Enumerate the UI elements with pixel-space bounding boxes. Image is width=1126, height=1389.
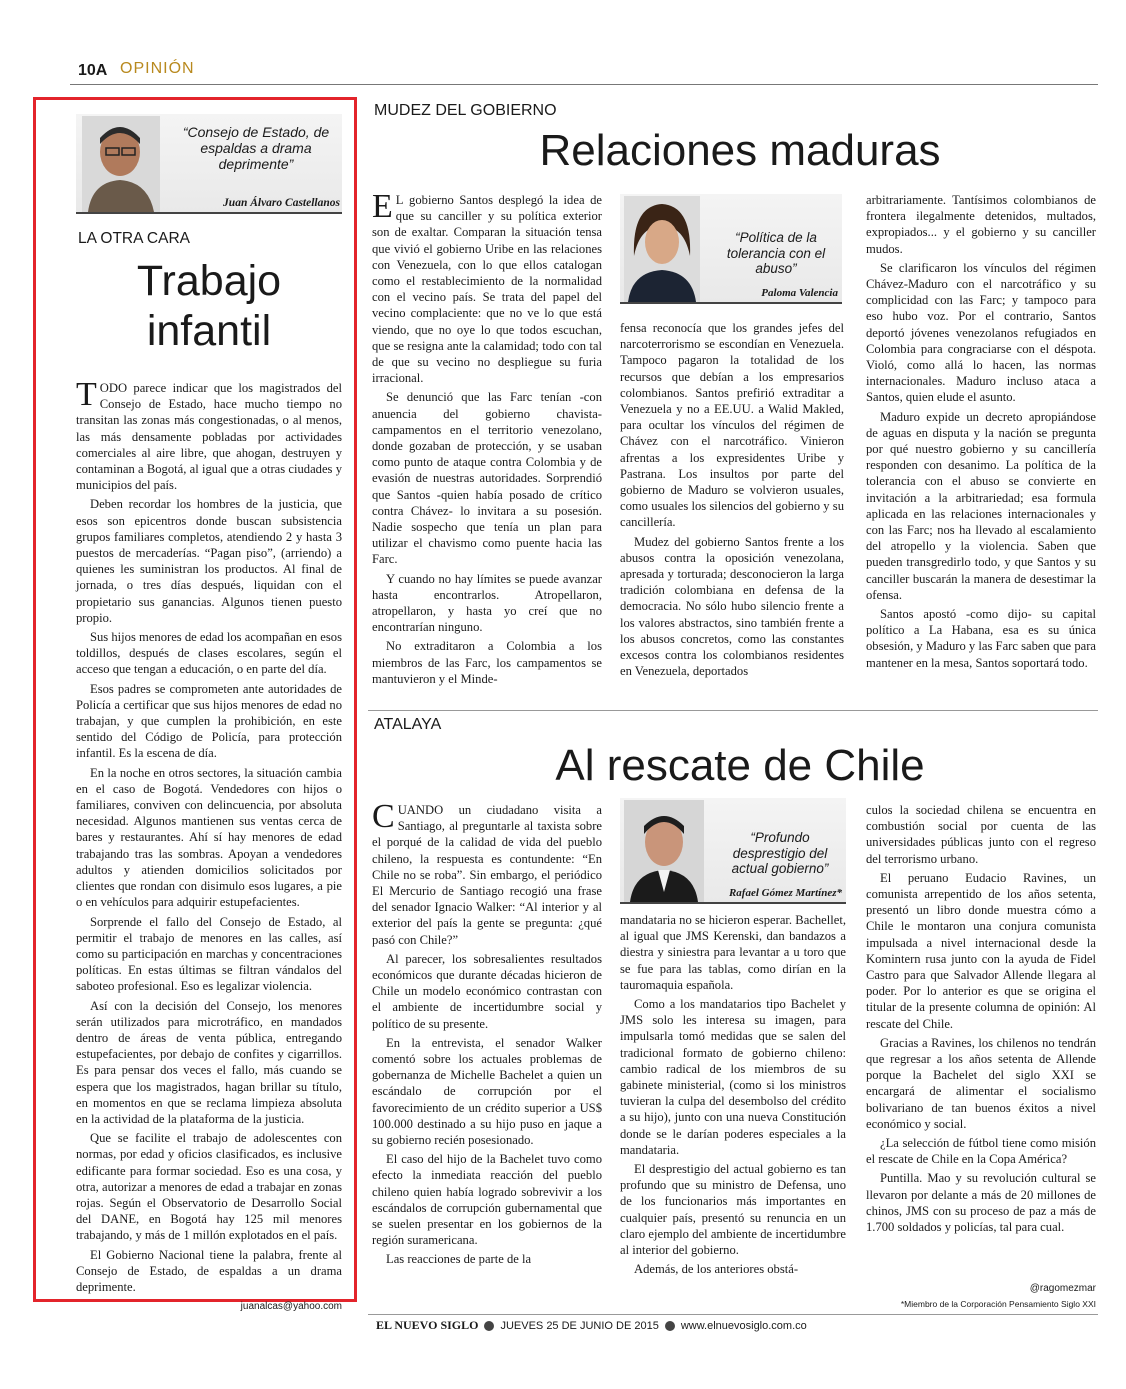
article-paragraph: Al parecer, los sobresalientes resultados económicos que durante décadas hicieron de Chile un modelo económico contrastan con el ambiente de incertidumbre social y político de su presente.: [372, 951, 602, 1031]
columnist-photo: [624, 800, 704, 902]
drop-cap: E: [372, 188, 393, 225]
newspaper-brand: EL NUEVO SIGLO: [376, 1318, 479, 1332]
bullet-icon: [665, 1321, 675, 1331]
columnist-quote: “Consejo de Estado, de espaldas a drama deprimente”: [182, 124, 330, 172]
article-paragraph: En la noche en otros sectores, la situación cambia en el caso de Bogotá. Vendedores con hijos o familiares, conviven con delincuencia, por absoluta necesidad. Algunos mantienen sus ventas cerca de bares y restaurantes. Ahí sí hay menores de edad trabajando tras las sombras. Apoyan a vendedores adultos y atienden domicilios solicitados por clientes que rondan con disimulo esos lugares, a pie o en vehículos para adquirir estupefacientes.: [76, 765, 342, 910]
article-paragraph: Y cuando no hay límites se puede avanzar hasta encontrarlos. Atropellaron, atropellaron, y hasta yo creí que no encontrarían ninguno.: [372, 571, 602, 635]
article-paragraph: ¿La selección de fútbol tiene como misión el rescate de Chile en la Copa América?: [866, 1136, 1096, 1167]
drop-cap: C: [372, 798, 395, 835]
article-paragraph: mandataria no se hicieron esperar. Bachellet, al igual que JMS Kerenski, dan bandazos a diestra y siniestra para levantar a u toro que se fue para las tablas, como dirían en la tauromaquia española.: [620, 913, 846, 992]
highlighted-column: [33, 97, 357, 1313]
article1-column-1: [372, 188, 602, 702]
article2-title: Al rescate de Chile: [555, 741, 925, 790]
columnist-box: [620, 194, 842, 304]
article1-title: Relaciones maduras: [539, 126, 941, 175]
article-paragraph: En la entrevista, el senador Walker comentó sobre los actuales problemas de gobernanza de Michelle Bachelet a quien un escándalo de corrupción por el favorecimiento de un crédito superior a US$ 100.000 destinado a su hijo puso en jaque a su gobierno recién posesionado.: [372, 1035, 602, 1148]
article-paragraph: Gracias a Ravines, los chilenos no tendrán que regresar a los años setenta de Allende porque la Bachelet del siglo XXI se encargará de alimentar el socialismo bolivariano de tan buenos éxitos a nivel económico y social.: [866, 1035, 1096, 1131]
footer-rule: [368, 1314, 1098, 1315]
article-paragraph: Mudez del gobierno Santos frente a los abusos contra la oposición venezolana, apresada y torturada; desconocieron la larga tradición colombiana en defensa de la democracia. No sólo hubo silencio frente a los valores abstractos, sino también frente a los abusos concretos, como las constantes excesos contra los colombianos residentes en Venezuela, deportados: [620, 534, 844, 679]
columnist-name: Juan Álvaro Castellanos: [223, 197, 340, 209]
columnist-box: [76, 114, 342, 214]
author-footnote: *Miembro de la Corporación Pensamiento Siglo XXI: [900, 1299, 1096, 1309]
issue-date: JUEVES 25 DE JUNIO DE 2015: [500, 1319, 659, 1332]
article-paragraph: Se clarificaron los vínculos del régimen Chávez-Maduro con el narcotráfico y su complicidad con las Farc; y tampoco para eso hubo voz. Por el contrario, Santos deportó jóvenes venezolanos refugiados en Colombia para congraciarse con el déspota. Violó, como allá lo hacen, las normas internacionales. Maduro incluso ataca a Santos, quien elude el asunto.: [866, 260, 1096, 405]
article-paragraph: Las reacciones de parte de la: [386, 1252, 532, 1267]
article1-column-2: [620, 320, 844, 702]
section-divider: [368, 710, 1098, 711]
header-rule: [70, 84, 1098, 85]
columnist-quote: “Profundo desprestigio del actual gobierno”: [731, 830, 829, 876]
columnist-quote: “Política de la tolerancia con el abuso”: [726, 230, 826, 276]
columnist-photo: [624, 196, 700, 302]
article-paragraph: TODO parece indicar que los magistrados del Consejo de Estado, hace mucho tiempo no transitan las zonas más congestionadas, o al menos, las más densamente pobladas por actividades comerciales al aire libre, que ahogan, destruyen y contaminan a Bogotá, al igual que a otras ciudades y municipios del país.: [76, 376, 342, 493]
article-paragraph: Sorprende el fallo del Consejo de Estado, al permitir el trabajo de menores en las calles, así como su participación en marchas y concentraciones políticas. En estas últimas se filtran vándalos del saboteo profesional. Eso es legalizar violencia.: [76, 914, 342, 994]
article-paragraph: fensa reconocía que los grandes jefes del narcoterrorismo se escondían en Venezuela. Tampoco pagaron la totalidad de los recursos que debían a los empresarios colombianos. Santos prefirió extraditar a Venezuela y no a EE.UU. a Walid Makled, para ocultar los vínculos del régimen de Chávez con el narcotráfico. Vinieron afrentas a los expresidentes Uribe y Pastrana. Los insultos por parte del gobierno de Maduro se volvieron usuales, como usuales los silencios del gobierno y su cancillería.: [620, 321, 844, 530]
article-paragraph: Esos padres se comprometen ante autoridades de Policía a certificar que sus hijos menores de edad no trabajan, y que cumplen la prohibición, en este sentido del Código de Policía, para protección infantil. Es la escena de día.: [76, 681, 342, 761]
columnist-name: Rafael Gómez Martínez*: [728, 887, 842, 899]
website-url: www.elnuevosiglo.com.co: [680, 1319, 807, 1332]
article-paragraph: E L gobierno Santos desplegó la idea de que su canciller y su política exterior son de exaltar. Comparan la situación tensa que vivió el gobierno Uribe en las relaciones con Venezuela, con lo que ellos catalogan como el restablecimiento de la normalidad con el vecino país. Se trata del papel del vecino complaciente: que no ve lo que está viendo, que no oye lo que todos escuchan, que se resigna ante la calamidad; todo con tal de que su vecino no despliegue su furia irracional.: [372, 188, 602, 386]
article-paragraph: Puntilla. Mao y su revolución cultural se llevaron por delante a más de 20 millones de chinos, JMS con su proceso de paz a más de 1.700 soldados y policías, tal para cual.: [866, 1171, 1096, 1235]
article2-column-2: [620, 912, 846, 1310]
article-paragraph: El Gobierno Nacional tiene la palabra, frente al Consejo de Estado, de espaldas a un drama deprimente.: [76, 1247, 342, 1294]
bullet-icon: [484, 1321, 494, 1331]
article2-column-1: [372, 798, 602, 1310]
article-paragraph: Sus hijos menores de edad los acompañan en esos toldillos, después de clases escolares, según el acceso que tengan a educación, o en parte del día.: [76, 630, 342, 677]
article1-column-3: [866, 192, 1096, 702]
drop-cap: T: [76, 376, 97, 413]
article-paragraph: El peruano Eudacio Ravines, un comunista arrepentido de los años setenta, presentó un libro donde muestra cómo a Chile le montaron una conjura comunista impulsada a nivel internacional desde la Komintern rusa junto con la ayuda de Fidel Castro para que Salvador Allende llegara al poder. Por lo anterior es que se origina el titular de la presente columna de opinión: Al rescate del Chile.: [866, 870, 1096, 1031]
article-paragraph: Como a los mandatarios tipo Bachelet y JMS solo les interesa su imagen, para impulsarla tomó medidas que se salen del tradicional formato de gobierno chileno: cambio radical de los miembros de su gabinete ministerial, (como si los ministros tuvieran la culpa del desembolso del crédito a su hijo), junto con una nueva Constitución donde se le darían poderes especiales a la mandataria.: [620, 997, 846, 1157]
article-paragraph: Deben recordar los hombres de la justicia, que esos son epicentros donde buscan subsistencia grupos familiares completos, atendiendo 2 y hasta 3 puestos de mercaderías. “Pagan piso”, (arriendo) a quienes les suministran los productos. Al final de jornada, o tres días después, liquidan con el propietario sus ganancias. Algunos tienen puesto propio.: [76, 497, 342, 625]
article-body: [76, 376, 342, 1295]
columnist-box: [620, 798, 846, 904]
author-email: juanalcas@yahoo.com: [240, 1301, 342, 1313]
article-paragraph: Además, de los anteriores obstá-: [634, 1262, 799, 1277]
article2-column-3: [866, 802, 1096, 1280]
article1-kicker: MUDEZ DEL GOBIERNO: [374, 102, 557, 119]
page-number: 10A: [78, 62, 108, 79]
article-paragraph: El caso del hijo de la Bachelet tuvo como efecto la inmediata reacción del pueblo chileno quien había logrado sobrevivir a los escándalos de corrupción gubernamental que se suelen presentar en los gobiernos de la región suramericana.: [372, 1152, 602, 1248]
author-twitter: @ragomezmar: [1029, 1283, 1096, 1294]
article-paragraph: Así con la decisión del Consejo, los menores serán utilizados para microtráfico, en mandados dentro de áreas de venta pública, entregando estupefacientes, por debajo de confites y cigarrillos. Es para pensar dos veces el fallo, más cuando se espera que los magistrados, hagan brillar su título, en momentos en que se reclama limpieza absoluta en la actividad de la plataforma de la justicia.: [76, 998, 342, 1126]
article-paragraph: No extraditaron a Colombia a los miembros de las Farc, los campamentos se mantuvieron y el Minde-: [372, 639, 602, 686]
article-paragraph: Maduro expide un decreto apropiándose de aguas en disputa y la nación se pregunta por qué nuestro gobierno y su cancillería responden con desanimo. La política de la tolerancia con el abuso se convierte en invitación a la arbitrariedad; esa formula aplicada en las relaciones internacionales y con las Farc; nos ha llevado al escalamiento del atropello y la violencia. Saben que pueden transgredirlo todo, y que Santos y su canciller buscarán la manera de desestimar la ofensa.: [866, 409, 1096, 602]
section-label: OPINIÓN: [120, 60, 195, 77]
article-paragraph: Santos apostó -como dijo- su capital político a La Habana, esa es su única obsesión, y Maduro y las Farc saben que para mantener en la mesa, Santos soportará todo.: [866, 607, 1096, 670]
article-kicker: LA OTRA CARA: [78, 230, 190, 247]
columnist-name: Paloma Valencia: [761, 287, 838, 299]
article2-kicker: ATALAYA: [374, 716, 442, 733]
article-paragraph: El desprestigio del actual gobierno es tan profundo que su ministro de Defensa, uno de los funcionarios más importantes en cualquier país, presentó su renuncia en un claro ejemplo del ambiente de incertidumbre al interior del gobierno.: [620, 1162, 846, 1258]
article-paragraph: Que se facilite el trabajo de adolescentes con normas, por edad y oficios clasificados, es inclusive edificante para formar sociedad. Eso es una cosa, y otra, autorizar a menores de edad a trabajar en zonas rojas. Según el Observatorio de Desarrollo Social del DANE, en Bogotá hay 125 mil menores trabajando, y más de 1 millón explotados en el país.: [76, 1131, 342, 1243]
article-title: Trabajo infantil: [136, 257, 282, 355]
article-paragraph: Se denunció que las Farc tenían -con anuencia del gobierno chavista- campamentos en el territorio venezolano, donde gozaban de protección, y se usaban como punto de ataque contra Colombia y de evasión de nuestras autoridades. Sorprendió que Santos -quien había posado de crítico contra Chávez- lo invitara a su posesión. Nadie sospecho que tenía un plan para utilizar el chavismo como puente hacia las Farc.: [372, 390, 602, 567]
article-paragraph: arbitrariamente. Tantísimos colombianos de frontera ilegalmente detenidos, multados, expropiados... y el gobierno y su canciller mudos.: [866, 193, 1096, 256]
article-paragraph: culos la sociedad chilena se encuentra en combustión social por cuenta de las universidades públicas junto con el regreso del terrorismo urbano.: [866, 803, 1096, 866]
page-footer: [376, 1318, 807, 1333]
article-paragraph: CUANDO un ciudadano visita a Santiago, al preguntarle al taxista sobre el porqué de la calidad de vida del pueblo chileno, la respuesta es contundente: “En Chile no se roba”. Sin embargo, el periódico El Mercurio de Santiago recogió una frase del senador Ignacio Walker: “Al interior y al exterior del país la gente se pregunta: ¿qué pasó con Chile?”: [372, 798, 602, 947]
columnist-photo: [82, 116, 160, 212]
